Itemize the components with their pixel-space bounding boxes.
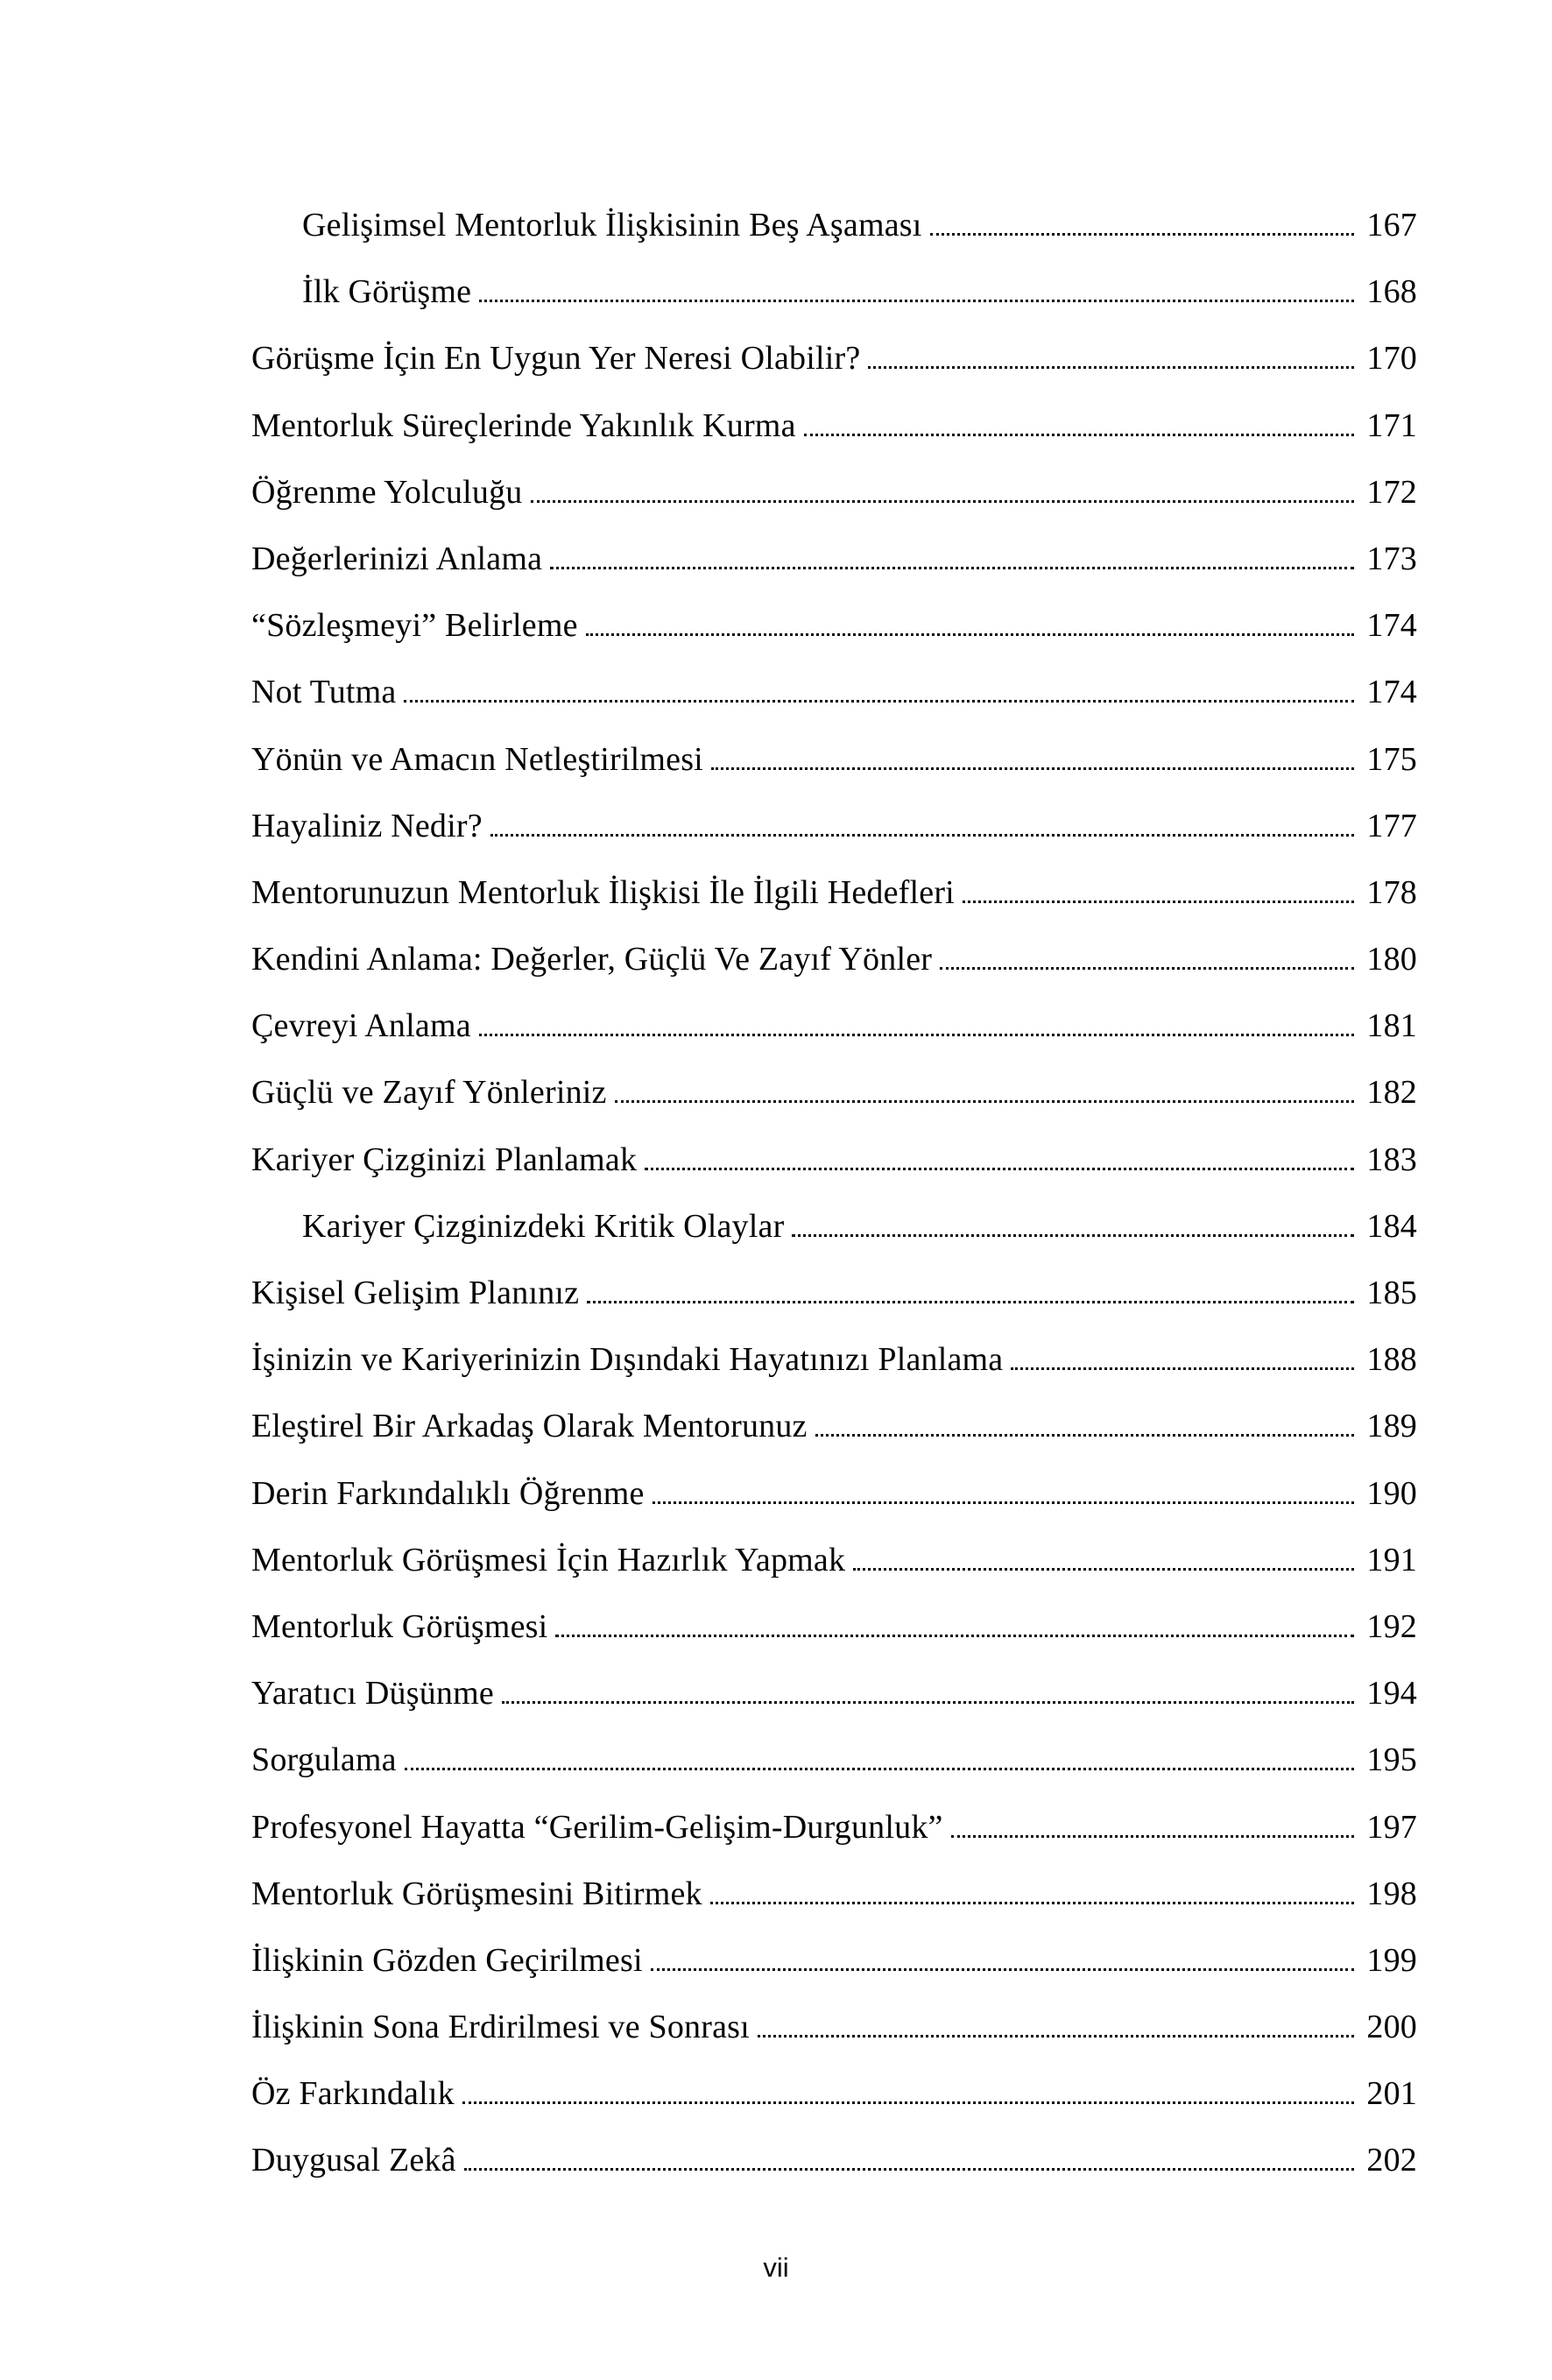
toc-dot-leader: [1011, 1367, 1354, 1370]
toc-entry-title: Kariyer Çizginizdeki Kritik Olaylar: [302, 1207, 785, 1245]
toc-entry-title: Yaratıcı Düşünme: [251, 1675, 494, 1713]
toc-dot-leader: [615, 1100, 1355, 1103]
toc-entry-page-number: 188: [1366, 1341, 1417, 1379]
toc-entry-title: Mentorluk Süreçlerinde Yakınlık Kurma: [251, 406, 796, 444]
toc-entry-page-number: 194: [1366, 1675, 1417, 1713]
toc-entry-title: İlişkinin Sona Erdirilmesi ve Sonrası: [251, 2009, 750, 2046]
toc-entry-page-number: 180: [1366, 941, 1417, 978]
toc-dot-leader: [490, 834, 1355, 837]
toc-dot-leader: [405, 1768, 1355, 1770]
toc-entry-page-number: 168: [1366, 273, 1417, 311]
toc-entry: [251, 592, 1417, 659]
toc-dot-leader: [792, 1234, 1354, 1237]
toc-dot-leader: [963, 900, 1354, 903]
toc-entry-page-number: 195: [1366, 1741, 1417, 1779]
toc-entry: [251, 926, 1417, 992]
toc-entry-title: Profesyonel Hayatta “Gerilim-Gelişim-Durgunluk”: [251, 1808, 943, 1846]
toc-dot-leader: [868, 366, 1354, 369]
toc-entry-page-number: 175: [1366, 740, 1417, 778]
toc-dot-leader: [804, 434, 1355, 436]
toc-entry: [251, 1527, 1417, 1593]
toc-dot-leader: [711, 767, 1354, 770]
toc-dot-leader: [587, 1301, 1354, 1303]
toc-entry-title: Eleştirel Bir Arkadaş Olarak Mentorunuz: [251, 1408, 808, 1445]
toc-entry-page-number: 189: [1366, 1408, 1417, 1445]
toc-dot-leader: [502, 1701, 1354, 1704]
toc-entry-page-number: 199: [1366, 1941, 1417, 1979]
toc-dot-leader: [951, 1835, 1355, 1838]
toc-dot-leader: [645, 1168, 1354, 1170]
toc-dot-leader: [853, 1568, 1354, 1571]
toc-entry-title: Kariyer Çizginizi Planlamak: [251, 1141, 638, 1178]
toc-dot-leader: [815, 1434, 1355, 1437]
toc-entry-title: Hayaliniz Nedir?: [251, 807, 483, 844]
toc-entry: [251, 1794, 1417, 1861]
toc-entry-page-number: 171: [1366, 406, 1417, 444]
toc-entry: [251, 1326, 1417, 1393]
toc-entry: [251, 659, 1417, 725]
toc-entry-title: Duygusal Zekâ: [251, 2142, 456, 2179]
toc-dot-leader: [550, 567, 1354, 569]
toc-entry-page-number: 182: [1366, 1074, 1417, 1112]
toc-entry-title: Sorgulama: [251, 1741, 397, 1779]
toc-entry: [251, 192, 1417, 258]
toc-entry-title: Not Tutma: [251, 674, 397, 711]
toc-entry-title: İşinizin ve Kariyerinizin Dışındaki Hayatınızı Planlama: [251, 1341, 1004, 1379]
toc-entry: [251, 1260, 1417, 1326]
toc-dot-leader: [531, 500, 1355, 503]
toc-entry-page-number: 181: [1366, 1007, 1417, 1045]
toc-entry-page-number: 197: [1366, 1808, 1417, 1846]
toc-entry-title: Öğrenme Yolculuğu: [251, 473, 523, 511]
toc-entry-page-number: 174: [1366, 607, 1417, 645]
toc-entry-page-number: 190: [1366, 1474, 1417, 1512]
toc-dot-leader: [940, 967, 1354, 970]
toc-entry: [251, 793, 1417, 859]
toc-entry: [251, 1994, 1417, 2060]
toc-entry: [251, 392, 1417, 459]
toc-entry: [251, 859, 1417, 926]
toc-entry: [251, 726, 1417, 793]
toc-entry: [251, 258, 1417, 325]
toc-entry-title: İlişkinin Gözden Geçirilmesi: [251, 1941, 643, 1979]
toc-entry: [251, 1927, 1417, 1994]
toc-entry: [251, 526, 1417, 592]
toc-entry-page-number: 184: [1366, 1207, 1417, 1245]
toc-entry-page-number: 191: [1366, 1541, 1417, 1578]
toc-entry-page-number: 177: [1366, 807, 1417, 844]
toc-entry-title: Güçlü ve Zayıf Yönleriniz: [251, 1074, 607, 1112]
toc-entry-page-number: 172: [1366, 473, 1417, 511]
toc-entry: [251, 1059, 1417, 1126]
toc-entry-page-number: 201: [1366, 2075, 1417, 2113]
toc-entry-title: Mentorunuzun Mentorluk İlişkisi İle İlgili Hedefleri: [251, 873, 955, 911]
toc-dot-leader: [464, 2168, 1355, 2171]
toc-dot-leader: [479, 300, 1354, 302]
toc-dot-leader: [586, 633, 1355, 636]
toc-entry: [251, 1727, 1417, 1793]
toc-entry-title: Öz Farkındalık: [251, 2075, 455, 2113]
toc-entry: [251, 459, 1417, 526]
toc-entry-page-number: 173: [1366, 540, 1417, 577]
toc-entry-page-number: 167: [1366, 207, 1417, 244]
toc-entry: [251, 1126, 1417, 1193]
toc-entry: [251, 1861, 1417, 1927]
toc-entry-title: Mentorluk Görüşmesini Bitirmek: [251, 1875, 702, 1912]
toc-entry-page-number: 200: [1366, 2009, 1417, 2046]
toc-dot-leader: [710, 1902, 1355, 1904]
toc-entry-page-number: 170: [1366, 340, 1417, 378]
toc-entry-title: Gelişimsel Mentorluk İlişkisinin Beş Aşaması: [302, 207, 922, 244]
toc-entry: [251, 1460, 1417, 1527]
toc-entry-page-number: 202: [1366, 2142, 1417, 2179]
toc-entry: [251, 325, 1417, 392]
toc-dot-leader: [404, 700, 1354, 703]
toc-dot-leader: [555, 1635, 1354, 1637]
page-number-folio: vii: [763, 2252, 789, 2283]
toc-entry-title: Görüşme İçin En Uygun Yer Neresi Olabilir?: [251, 340, 861, 378]
toc-entry: [251, 1593, 1417, 1660]
toc-entry-title: İlk Görüşme: [302, 273, 472, 311]
table-of-contents: [251, 192, 1417, 2194]
toc-entry-page-number: 198: [1366, 1875, 1417, 1912]
toc-entry: [251, 2060, 1417, 2127]
toc-dot-leader: [758, 2035, 1354, 2037]
toc-entry: [251, 2127, 1417, 2193]
toc-dot-leader: [651, 1968, 1355, 1971]
toc-entry: [251, 1393, 1417, 1459]
toc-entry: [251, 992, 1417, 1059]
toc-entry-title: “Sözleşmeyi” Belirleme: [251, 607, 578, 645]
toc-entry: [251, 1193, 1417, 1260]
toc-entry-page-number: 185: [1366, 1275, 1417, 1311]
toc-entry-page-number: 192: [1366, 1607, 1417, 1645]
toc-entry-title: Yönün ve Amacın Netleştirilmesi: [251, 740, 703, 778]
toc-entry-title: Değerlerinizi Anlama: [251, 540, 543, 577]
toc-entry-page-number: 183: [1366, 1141, 1417, 1178]
toc-entry-page-number: 178: [1366, 873, 1417, 911]
toc-dot-leader: [930, 233, 1355, 236]
toc-dot-leader: [653, 1501, 1355, 1504]
toc-entry-title: Mentorluk Görüşmesi İçin Hazırlık Yapmak: [251, 1541, 846, 1578]
toc-entry-title: Derin Farkındalıklı Öğrenme: [251, 1474, 645, 1512]
toc-entry-page-number: 174: [1366, 674, 1417, 711]
toc-entry-title: Kendini Anlama: Değerler, Güçlü Ve Zayıf Yönler: [251, 941, 933, 978]
toc-dot-leader: [462, 2101, 1355, 2104]
toc-entry: [251, 1660, 1417, 1727]
toc-entry-title: Mentorluk Görüşmesi: [251, 1607, 548, 1645]
toc-entry-title: Kişisel Gelişim Planınız: [251, 1275, 580, 1311]
toc-dot-leader: [479, 1034, 1355, 1036]
toc-entry-title: Çevreyi Anlama: [251, 1007, 471, 1045]
